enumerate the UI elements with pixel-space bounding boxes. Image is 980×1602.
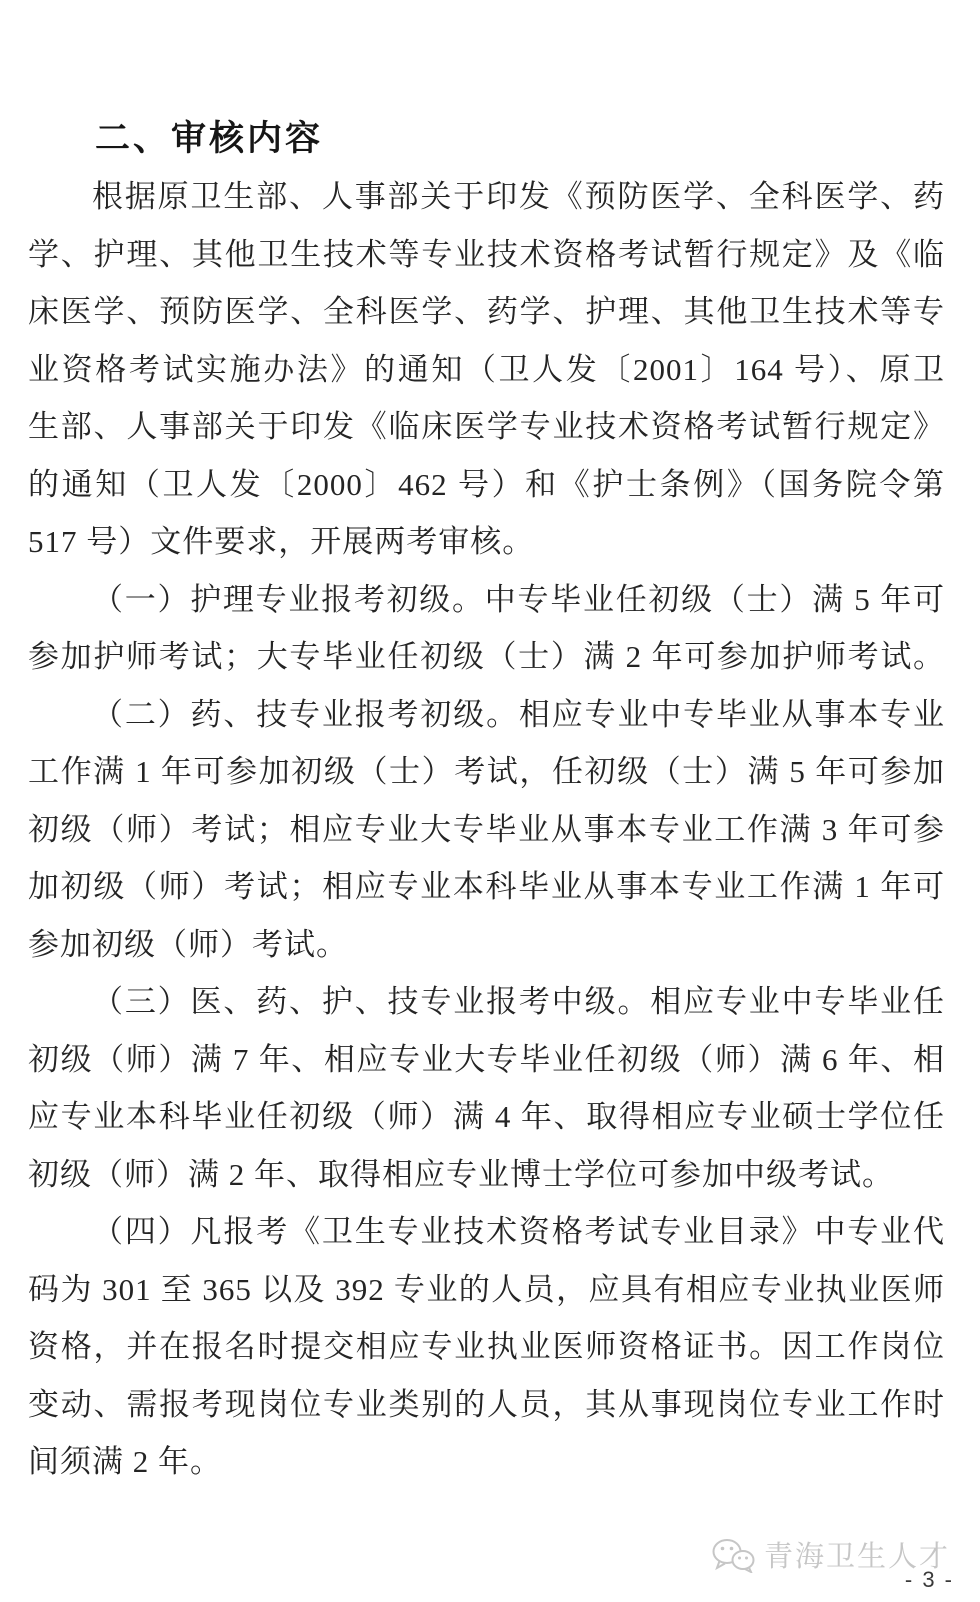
document-content (28, 110, 945, 1491)
text-line: 加初级（师）考试；相应专业本科毕业从事本专业工作满 1 年可 (28, 869, 945, 904)
text-line: 生部、人事部关于印发《临床医学专业技术资格考试暂行规定》 (28, 409, 945, 444)
page-number: - 3 - (904, 1567, 954, 1592)
watermark-text: 青海卫生人才 (763, 1541, 950, 1573)
text-line: 根据原卫生部、人事部关于印发《预防医学、全科医学、药 (92, 179, 945, 214)
wechat-icon (710, 1537, 756, 1573)
text-line: 参加初级（师）考试。 (28, 926, 348, 962)
text-line: 的通知（卫人发〔2000〕462 号）和《护士条例》（国务院令第 (28, 466, 945, 502)
text-line: （三）医、药、护、技专业报考中级。相应专业中专毕业任 (92, 984, 945, 1019)
section-heading: 二、审核内容 (95, 119, 324, 158)
text-line: 初级（师）满 2 年、取得相应专业博士学位可参加中级考试。 (28, 1156, 894, 1192)
text-line: 初级（师）考试；相应专业大专毕业从事本专业工作满 3 年可参 (28, 811, 945, 847)
text-line: 工作满 1 年可参加初级（士）考试，任初级（士）满 5 年可参加 (28, 754, 945, 789)
paragraph (28, 973, 945, 1203)
text-line: 业资格考试实施办法》的通知（卫人发〔2001〕164 号）、原卫 (28, 351, 945, 387)
text-line: 参加护师考试；大专毕业任初级（士）满 2 年可参加护师考试。 (28, 639, 945, 674)
text-line: 变动、需报考现岗位专业类别的人员，其从事现岗位专业工作时 (28, 1386, 945, 1422)
paragraph (28, 1203, 945, 1491)
text-line: 资格，并在报名时提交相应专业执业医师资格证书。因工作岗位 (28, 1329, 945, 1364)
text-line: （四）凡报考《卫生专业技术资格考试专业目录》中专业代 (92, 1214, 945, 1249)
text-line: 床医学、预防医学、全科医学、药学、护理、其他卫生技术等专 (28, 294, 945, 329)
text-line: （一）护理专业报考初级。中专毕业任初级（士）满 5 年可 (92, 581, 945, 617)
text-line: 应专业本科毕业任初级（师）满 4 年、取得相应专业硕士学位任 (28, 1099, 945, 1134)
paragraph (28, 168, 945, 571)
text-line: （二）药、技专业报考初级。相应专业中专毕业从事本专业 (92, 696, 945, 732)
text-line: 517 号）文件要求，开展两考审核。 (28, 524, 535, 559)
paragraph (28, 686, 945, 974)
body-text (28, 168, 945, 1491)
text-line: 间须满 2 年。 (28, 1444, 222, 1479)
text-line: 学、护理、其他卫生技术等专业技术资格考试暂行规定》及《临 (28, 236, 945, 272)
text-line: 初级（师）满 7 年、相应专业大专毕业任初级（师）满 6 年、相 (28, 1041, 945, 1077)
paragraph (28, 571, 945, 686)
text-line: 码为 301 至 365 以及 392 专业的人员，应具有相应专业执业医师 (28, 1271, 945, 1307)
